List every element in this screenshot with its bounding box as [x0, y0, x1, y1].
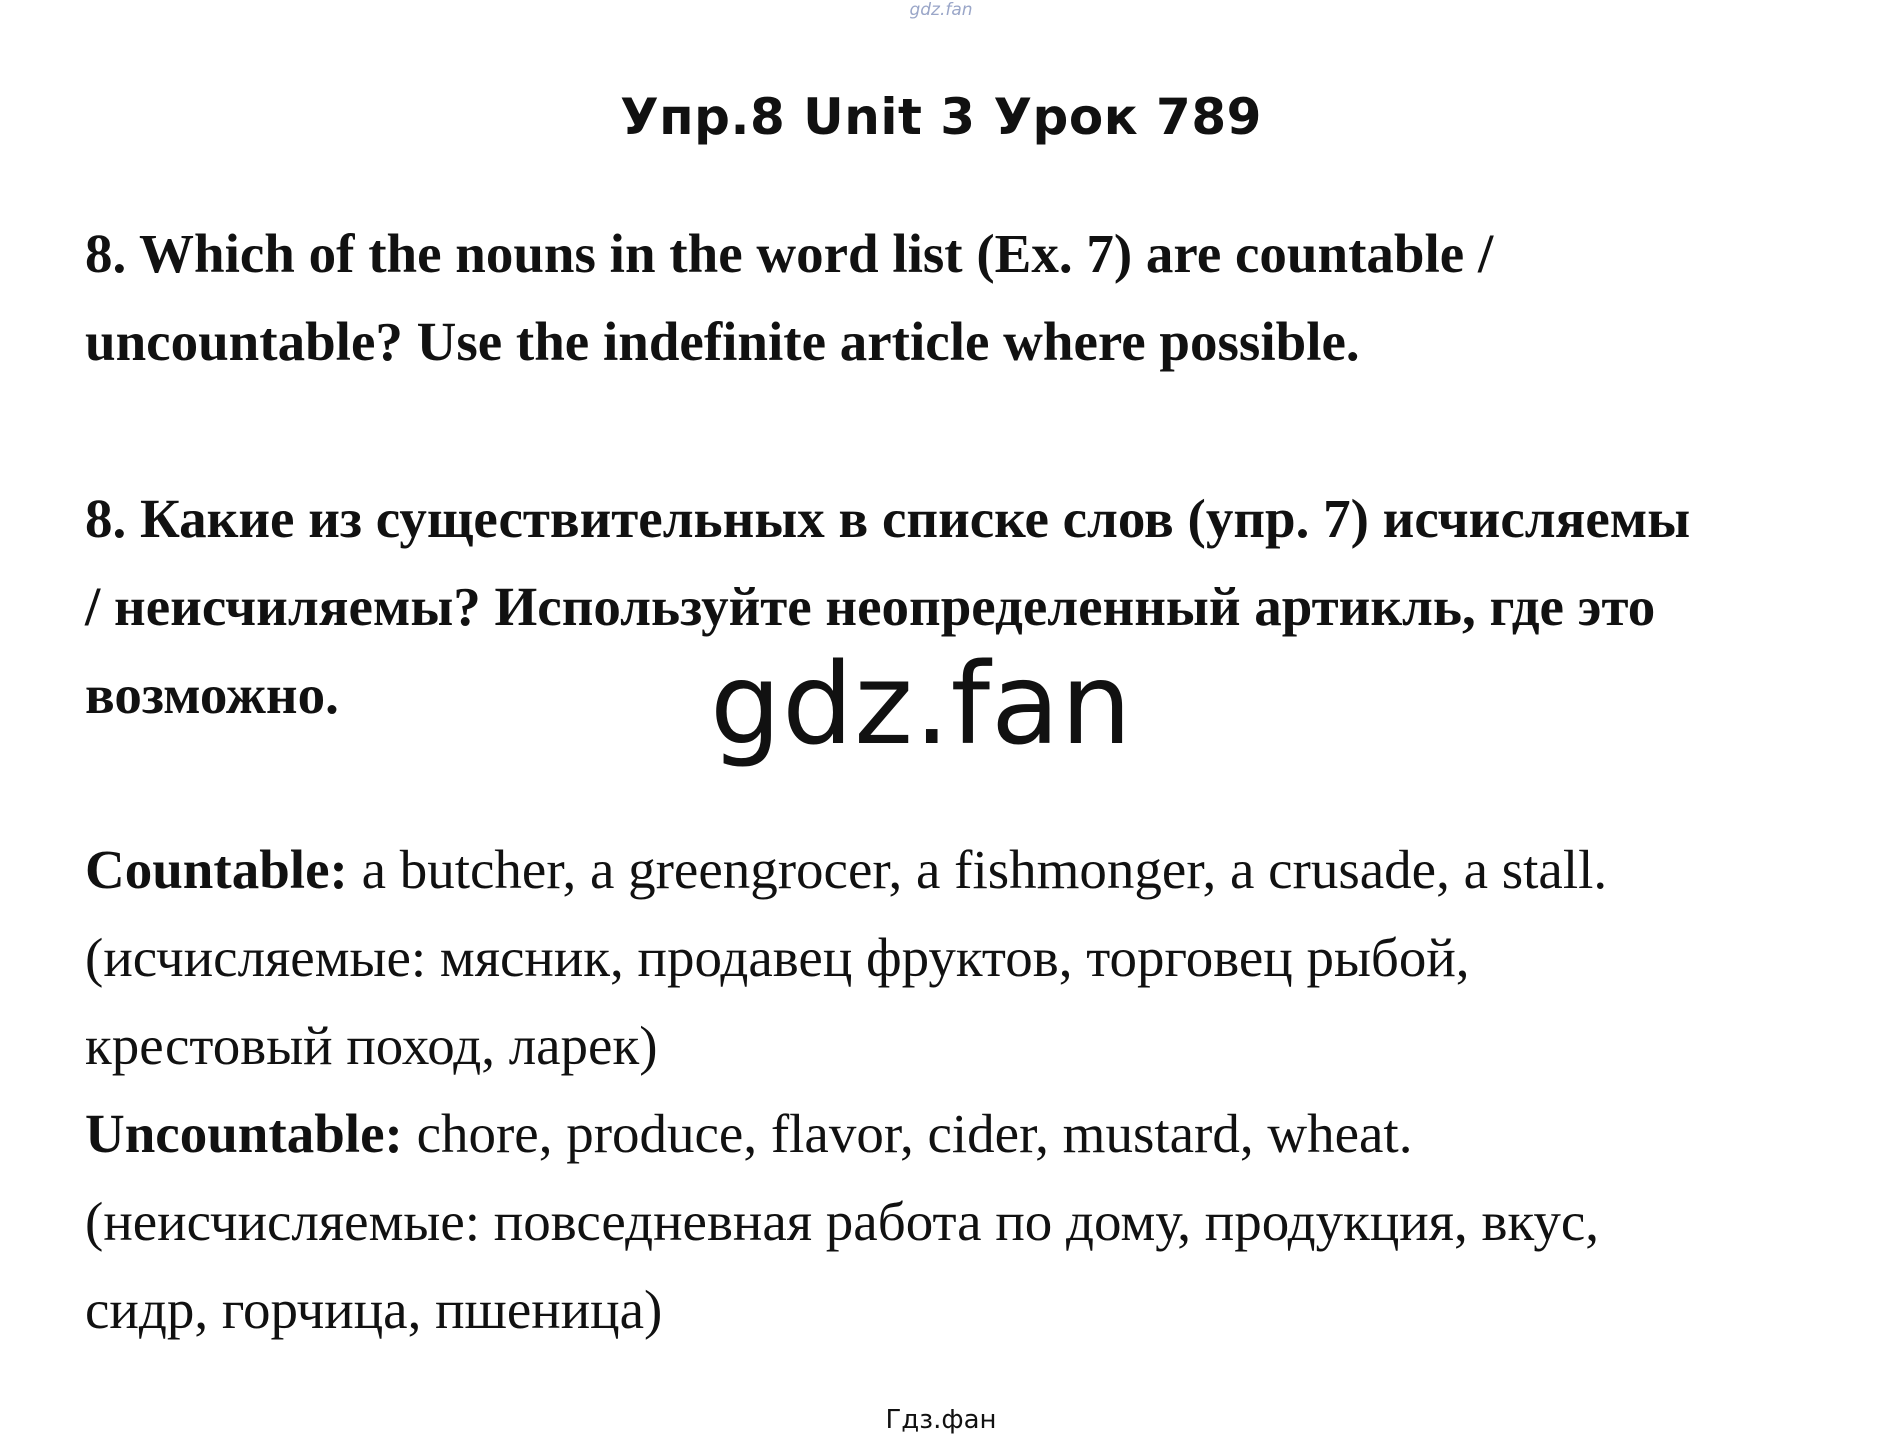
- countable-translation-line-2: крестовый поход, ларек): [85, 1015, 658, 1076]
- uncountable-row: [85, 1090, 1815, 1178]
- task-english: [85, 210, 1815, 386]
- task-english-line-1: 8. Which of the nouns in the word list (Ex. 7) are countable /: [85, 223, 1494, 284]
- task-russian-line-1: 8. Какие из существительных в списке слов (упр. 7) исчисляемы: [85, 488, 1691, 549]
- countable-label: Countable:: [85, 839, 348, 900]
- page-title: Упр.8 Unit 3 Урок 789: [620, 88, 1262, 146]
- uncountable-translation-line-1: (неисчисляемые: повседневная работа по дому, продукция, вкус,: [85, 1191, 1600, 1252]
- countable-translation-line-1: (исчисляемые: мясник, продавец фруктов, торговец рыбой,: [85, 927, 1470, 988]
- center-watermark: gdz.fan: [710, 640, 1133, 770]
- task-russian-line-3: возможно.: [85, 664, 339, 725]
- countable-text: a butcher, a greengrocer, a fishmonger, a crusade, a stall.: [347, 839, 1608, 900]
- task-russian-line-2: / неисчиляемы? Используйте неопределенный артикль, где это: [85, 576, 1656, 637]
- answer-block: [85, 826, 1815, 1354]
- uncountable-text: chore, produce, flavor, cider, mustard, wheat.: [402, 1103, 1413, 1164]
- uncountable-translation-line-2: сидр, горчица, пшеница): [85, 1279, 663, 1340]
- uncountable-label: Uncountable:: [85, 1103, 403, 1164]
- task-english-line-2: uncountable? Use the indefinite article where possible.: [85, 311, 1360, 372]
- countable-row: [85, 826, 1815, 914]
- top-watermark: gdz.fan: [909, 0, 973, 20]
- bottom-watermark: Гдз.фан: [885, 1405, 997, 1435]
